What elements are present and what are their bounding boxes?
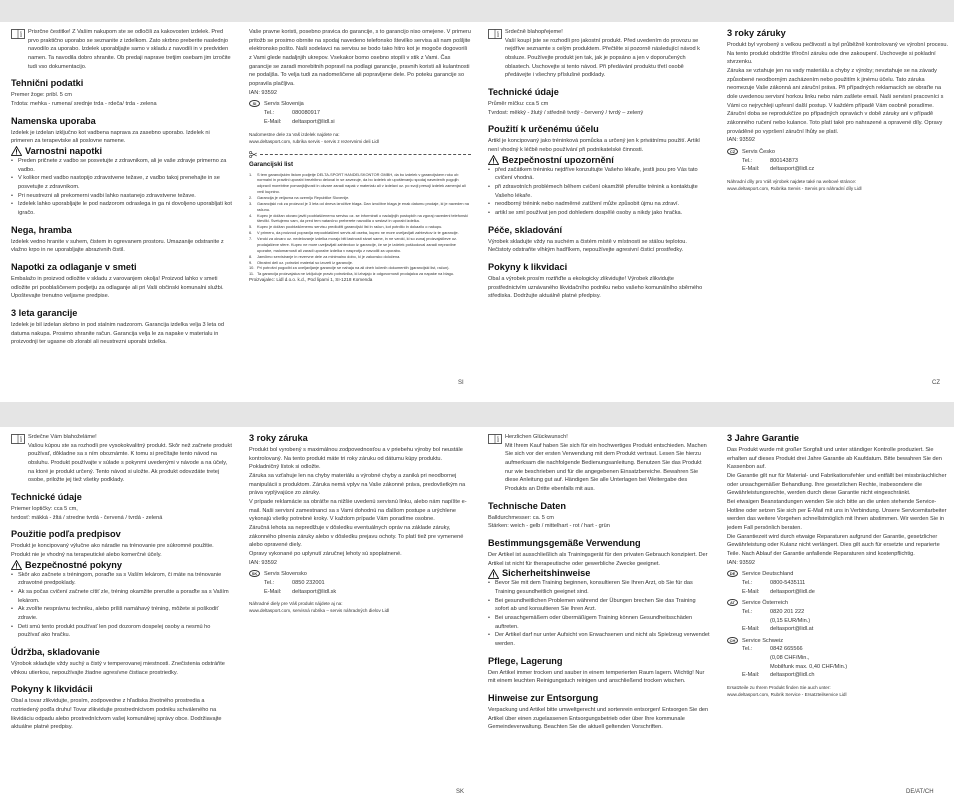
country-badge-cz: CZ [727, 148, 738, 155]
cz-use-text: Artikl je koncipovaný jako tréninková pomůcka a určený jen k privátnímu použití. Artikl není vhodný k léčbě nebo používání při podnikatelské činnosti. [488, 138, 700, 153]
sk-column-1 [11, 433, 233, 788]
cz-service-tel: 800143873 [770, 157, 798, 164]
si-service-block [249, 100, 471, 126]
cz-ian: IAN: 93592 [727, 137, 755, 144]
country-badge-at: AT [727, 599, 738, 606]
sk-tech-text: Priemer loptičky: cca 5 cm, tvrdosť: mäkká - žltá / stredne tvrdá - červená / tvrdá - zelená [11, 505, 163, 521]
si-intro [11, 28, 233, 71]
de-tech-text: Balldurchmesser: ca. 5 cm Stärken: weich - gelb / mittelhart - rot / hart - grün [488, 514, 610, 530]
de-safety-title: Sicherheitshinweise [502, 568, 591, 579]
de-service-tel: 0800-5435111 [770, 579, 806, 586]
sk-tech-title: Technické údaje [11, 491, 82, 502]
bottom-sheet [0, 427, 954, 811]
ch-service-name: Service Schweiz [742, 637, 784, 644]
svg-text:i: i [19, 30, 23, 39]
sk-care-text: Výrobok skladujte vždy suchý a čistý v temperovanej miestnosti. Znečistenia odstráňte vlhkou utierkou, nepoužívajte žiadne agresívne čistiace prostriedky. [11, 660, 225, 676]
cz-warranty-text: Produkt byl vyrobený s velkou pečlivostí a byl průběžně kontrolovaný ve výrobní procesu. Na tento produkt obdržíte tříroční záruku ode dne zakoupení. Uschovejte si pokladní stvrzenku. Záruka se vztahuje jen na vady materiálu a chyby z výroby; nevztahuje se na závady způsobené neodborným zacházením nebo použitím k jinému účelu. Tato záruka neomezuje Vaše zákonná ani záruční práva. Při případných reklamacích se obraťte na dole uvedenou servisní horkou linku nebo nám zašlete email. Naši servisní pracovníci s Vámi co nejrychleji upřesní další postup. V každém případě Vám osobně poradíme. Záruční doba se reprodukčíze po případných opravách v době záruky ani v případě zákonného ručení nebo kulance. Toto platí také pro nahrazené a opravené díly. Opravy prováděné po vypršení záruční lhůty se platí. [727, 42, 949, 135]
cz-safety-head [488, 155, 710, 166]
list-item: • neodborný trénink nebo nadměrné zatížení může způsobit újmu na zdraví. [488, 200, 710, 209]
email-label: E-Mail: [742, 166, 760, 173]
de-warranty-title: 3 Jahre Garantie [727, 433, 800, 443]
tel-label: Tel.: [264, 109, 275, 116]
list-item: • Preden pričnete z vadbo se posvetujte z zdravnikom, ali je vaše zdravje primerno za vadbo. [11, 157, 233, 174]
country-badge-de: DE [727, 570, 738, 577]
manual-info-icon [488, 29, 502, 39]
sk-safety-head [11, 560, 233, 571]
si-disposal-text: Embalažo in proizvod odložite v skladu z varovanjem okolja! Proizvod lahko v smeti odložite pri pooblaščenem podjetju za odlaganje ali pri Vaši občinski komunalni službi. Upoštevajte trenutno veljavne predpise. [11, 275, 224, 300]
sk-spare-parts-note: Náhradné diely pre Váš produkt nájdete aj na: www.deltasport.com, servisná rubrika – servis náhradných dielov Lidl [249, 601, 390, 614]
list-item: • Bevor Sie mit dem Training beginnen, konsultieren Sie Ihren Arzt, ob Sie für das Training gesundheitlich geeignet sind. [488, 579, 710, 596]
de-spare-parts-note: Ersatzteile zu Ihrem Produkt finden Sie auch unter: www.deltasport.com, Rubrik Service - Ersatzteilservice Lidl [727, 685, 847, 697]
si-care-text: Izdelek vedno hranite v suhem, čistem in ogrevanem prostoru. Umazanije odstranite z vlažno krpo in ne uporabljajte abrazivnih čistil. [11, 238, 224, 254]
page-label-cz: CZ [932, 379, 940, 386]
cut-line [249, 151, 471, 158]
scissors-icon [249, 151, 257, 158]
list-item: • Ak sa počas cvičení začnete cítiť zle, tréning okamžite prerušte a poraďte sa s Vaším lekárom. [11, 588, 233, 605]
de-care-title: Pflege, Lagerung [488, 655, 563, 666]
email-label: E-Mail: [264, 118, 282, 125]
list-item: • při zdravotních problémech během cvičení okamžitě přerušte trénink a kontaktujte Vašeho lékaře. [488, 183, 710, 200]
list-item: • před začátkem tréninku nejdříve konzultujte Vašeho lékaře, jestli jsou pro Vás tato cvičení vhodná. [488, 166, 710, 183]
de-disposal-text: Verpackung und Artikel bitte umweltgerecht und sortenrein entsorgen! Entsorgen Sie den Artikel über einen zugelassenen Entsorgungsbetrieb oder über Ihre kommunale Gemeindeverwaltung. Beachten Sie die aktuell geltenden Vorschriften. [488, 706, 709, 731]
email-label: E-Mail: [742, 626, 760, 633]
sk-care-title: Údržba, skladovanie [11, 646, 100, 657]
sk-intro [11, 433, 233, 485]
si-use-title: Namenska uporaba [11, 115, 96, 126]
si-care-title: Nega, hramba [11, 224, 72, 235]
cz-tech-text: Průměr míčku: cca 5 cm Tvrdost: měkký - žlutý / středně tvrdý - červený / tvrdý – zelený [488, 100, 644, 116]
tel-label: Tel.: [742, 157, 753, 164]
si-safety-head [11, 146, 233, 157]
cz-warranty-title: 3 roky záruky [727, 28, 786, 38]
list-item: 10. Pri potrošni pogodbi za uveljavljanje garancije se nahaja na ali dneh ločenih dokumentih (garancijski list, račun). [249, 265, 450, 271]
de-ian: IAN: 93592 [727, 559, 755, 566]
cz-care-title: Péče, skladování [488, 224, 563, 235]
tel-label: Tel.: [742, 579, 753, 586]
de-warranty-text: Das Produkt wurde mit großer Sorgfalt und unter ständiger Kontrolle produziert. Sie erhalten auf dieses Produkt drei Jahre Garantie ab Kaufdatum. Bitte bewahren Sie den Kassenbon auf. Die Garantie gilt nur für Material- und Fabrikationsfehler und entfällt bei missbräuchlicher oder unsachgemäßer Behandlung. Ihre gesetzlichen Rechte, insbesondere die Gewährleistungsrechte, werden durch diese Garantie nicht eingeschränkt. Bei etwaigen Beanstandungen wenden Sie sich bitte an die unten stehende Service-Hotline oder setzen Sie sich per E-Mail mit uns in Verbindung. Unsere Servicemitarbeiter werden das weitere Vorgehen schnellstmöglich mit Ihnen abstimmen. Wir werden Sie in jedem Fall persönlich beraten. Die Garantiezeit wird durch etwaige Reparaturen aufgrund der Garantie, gesetzlicher Gewährleistung oder Kulanz nicht verlängert. Dies gilt auch für ersetzte und reparierte Teile. Nach Ablauf der Garantie anfallende Reparaturen sind kostenpflichtig. [727, 447, 947, 557]
manual-info-icon [488, 434, 502, 444]
page-label-si: SI [458, 379, 464, 386]
sk-service-email: deltasport@lidl.sk [292, 588, 337, 595]
si-warranty-text: Izdelek je bil izdelan skrbno in pod stalnim nadzorom. Garancija izdelka velja 3 leta od datuma nakupa. Prosimo shranite račun. Garancija velja le za napake v materialu in proizvodnji ter ugasne ob zlorabi ali neustrezni uporabi izdelka. [11, 321, 224, 346]
sk-ian: IAN: 93592 [249, 559, 277, 566]
de-care-text: Den Artikel immer trocken und sauber in einem temperierten Raum lagern. Wichtig! Nur mit einem leuchten Reinigungstuch reinigen und anschließend trocken wischen. [488, 669, 705, 685]
cz-tech-title: Technické údaje [488, 86, 559, 97]
cz-disposal-text: Obal a výrobek prosím roztřiďte a ekologicky zlikvidujte! Výrobek zlikvidujte prostřednictvím uznávaného likvidačního podniku nebo vašeho komunálního sběrného střediska. Dodržujte aktuálně platné předpisy. [488, 275, 703, 300]
sk-safety-list [11, 571, 233, 640]
si-guarantee-card [249, 160, 471, 284]
email-label: E-Mail: [742, 588, 760, 595]
cz-safety-list [488, 166, 710, 218]
de-column-1 [488, 433, 710, 788]
de-use-text: Der Artikel ist ausschließlich als Trainingsgerät für den privaten Gebrauch konzipiert. Der Artikel ist nicht für therapeutische oder gewerbliche Zwecke geeignet. [488, 551, 708, 567]
list-item: 4. Kupec je dolžan okvaro javiti pooblaščenemu servisu oz. se informirati o nadaljnjih postopkih na zgoraj navedeni telefonski številki. Svetujemo vam, da pred tem natančno preberete navodila o sestavi in uporabi izdelka. [249, 212, 468, 224]
list-item: 11. Ta garancija proizvajalca ne izključuje pravic potrošnika, ki izhajajo iz odgovornosti prodajalca za napake na blagu. [249, 271, 455, 277]
list-item: • artikl se smí používat jen pod dohledem dospělé osoby a nikdy jako hračka. [488, 209, 710, 218]
list-item: 1. S tem garancijskim listom podjetje DELTA-SPORT HANDELSKONTOR GMBH, da bo izdelek v garancijskem roku ob normalni in pravilni uporabi brezhibno deloval in se zavezuje, da bo izdelek ob upoštevanju spodaj navedenih pogojih odpravil morebitne pomanjkljivosti in okvare zaradi napak v materialu ali v izdelavi oz. po svoji presoji izdelek zamenjal ali vrnil kupnino. [249, 171, 466, 195]
de-service-email: deltasport@lidl.de [770, 588, 815, 595]
si-safety-list [11, 157, 233, 218]
de-intro [488, 433, 710, 494]
tel-label: Tel.: [742, 646, 753, 653]
sk-use-title: Použitie podľa predpisov [11, 529, 121, 540]
email-label: E-Mail: [264, 588, 282, 595]
cz-service-name: Servis Česko [742, 148, 775, 155]
cz-care-text: Výrobek skladujte vždy na suchém a čistém místě v místnosti se stálou teplotou. Nečistoty odstraňte vlhkým hadříkem, nepoužívejte agresivní čisticí prostředky. [488, 238, 687, 254]
cz-intro [488, 28, 710, 80]
svg-text:i: i [19, 435, 23, 444]
cz-column-2 [727, 28, 949, 378]
tel-label: Tel.: [742, 608, 753, 615]
cz-use-title: Použití k určenému účelu [488, 124, 599, 135]
sk-warranty-text: Produkt bol vyrobený s maximálnou zodpovednosťou a v priebehu výroby bol neustále kontrolovaný. Na tento produkt máte tri roky záruku od dátumu kúpy produktu. Pokladničný lístok si odložte. Záruka sa vzťahuje len na chyby materiálu a výrobné chyby a zaniká pri neodbornej manipulácii s produktom. Záruka nemá vplyv na Vaše zákonné práva, predovšetkým na práva vyplývajúce zo záruky. V prípade reklamácie sa obráťte na nižšie uvedenú servisnú linku, alebo nám napíšte e-mail. Naši servisní zamestnanci sa s Vami dohodnú na ďalšom postupe a urýchlene vykonajú všetky potrebné kroky. V každom prípade Vám poradíme osobne. Záručná lehota sa nepredlžuje v dôsledku eventuálnych opráv na základe záruky, zákonného plnenia záruky alebo v dôsledku prejavu ochoty. To platí tiež pre vymenené alebo opravené diely. Opravy vykonané po uplynutí záručnej lehoty sú spoplatnené. [249, 447, 467, 557]
sk-disposal-title: Pokyny k likvidácii [11, 684, 93, 695]
sk-intro-text: Srdečne Vám blahoželáme! Vašou kúpou ste sa rozhodli pre vysokokvalitný produkt. Skôr než začnete produkt používať, dôkladne sa s ním oboznámte. K tomu si prečítajte tento návod na obsluhu. Produkt používajte v súlade s pokynmi uvedenými v návode a na účely, na ktoré je produkt určený. Tento návod si uložte. Ak produkt odovzdáte tretej osobe, priložte jej tiež všetky podklady. [28, 434, 232, 484]
de-disposal-title: Hinweise zur Entsorgung [488, 692, 599, 703]
cz-column-1 [488, 28, 710, 378]
at-service-email: deltasport@lidl.at [770, 626, 814, 633]
sk-service-block [249, 570, 471, 596]
si-producer: Proizvajalec: Lidl d.o.o. k.d., Pod lipami 1, SI-1218 Komenda [249, 277, 373, 283]
list-item: 3. Garancijski rok za proizvod je 3 leta od dneva izročitve blaga. Dan izročitve blaga je enak datumu prodaje, ki je naveden na računu. [249, 200, 469, 212]
si-column-2 [249, 28, 471, 378]
ch-service-rate: (0,08 CHF/Min., Mobilfunk max. 0,40 CHF/Min.) [770, 655, 848, 670]
sk-use-text: Produkt je koncipovaný výlučne ako náradie na trénovanie pre súkromné použitie. Produkt nie je vhodný na terapeutické alebo komerčné účely. [11, 543, 214, 558]
sk-warranty-title: 3 roky záruka [249, 433, 308, 443]
at-service-tel: 0820 201 222 [770, 608, 805, 615]
list-item: 6. V primeru, da proizvod popravlja nepooblaščeni servis ali oseba, kupec ne more uveljavljati zahtevkov iz te garancije. [249, 230, 459, 236]
de-service-name: Service Deutschland [742, 571, 794, 578]
warning-triangle-icon [488, 569, 499, 579]
de-intro-text: Herzlichen Glückwunsch! Mit Ihrem Kauf haben Sie sich für ein hochwertiges Produkt entschieden. Machen Sie sich vor der ersten Verwendung mit dem Produkt vertraut. Lesen Sie hierzu aufmerksam die nachfolgende Bedienungsanleitung. Benutzen Sie das Produkt nur wie beschrieben und für die angegebenen Einsatzbereiche. Bewahren Sie diese Anleitung gut auf. Händigen Sie alle Unterlagen bei Weitergabe des Produkts an Dritte ebenfalls mit aus. [505, 434, 707, 492]
country-badge-ch: CH [727, 637, 738, 644]
de-safety-list [488, 579, 710, 648]
list-item: 8. Jamčimo servisiranje in rezervne dele za minimalno dobo, ki je zakonsko določena. [249, 253, 401, 259]
de-column-2 [727, 433, 949, 788]
si-service-email: deltasport@lidl.si [292, 118, 335, 125]
si-service-name: Servis Slovenija [264, 101, 304, 108]
si-disposal-title: Napotki za odlaganje v smeti [11, 261, 137, 272]
list-item: • Der Artikel darf nur unter Aufsicht von Erwachsenen und nicht als Spielzeug verwendet werden. [488, 631, 710, 648]
list-item: 5. Kupec je dolžan pooblaščenemu servisu predložiti garancijski list in račun, kot potrdilo in dokazilo o nakupu. [249, 224, 443, 230]
at-service-block [727, 599, 949, 634]
ch-service-tel: 0842 665566 [770, 646, 803, 653]
cz-intro-text: Srdečně blahopřejeme! Vaší koupí jste se rozhodli pro jakostní produkt. Před uvedením do provozu se nejdříve seznamte s celým produktem. Přečtěte si pozorně následující návod k obsluze. Používejte produkt jen tak, jak je popsáno a jen v doporučených oblastech. Uschovejte si tento návod. Při předávání produktu třetí osobě předávejte i všechny příslušné podklady. [505, 29, 700, 79]
manual-info-icon [11, 29, 25, 39]
si-tech-title: Tehnični podatki [11, 78, 84, 89]
list-item: • Deti smú tento produkt používať len pod dozorom dospelej osoby a nesmú ho používať ako hračku. [11, 623, 233, 640]
si-tech-text: Premer žoge: pribl. 5 cm Trdota: mehka - rumena/ srednje trda - rdeča/ trda - zelena [11, 92, 157, 107]
list-item: • Bei unsachgemäßem oder übermäßigem Training können Gesundheitsschäden auftreten. [488, 614, 710, 631]
warning-triangle-icon [488, 155, 499, 165]
manual-info-icon [11, 434, 25, 444]
cz-service-block [727, 148, 949, 174]
cz-safety-title: Bezpečnostní upozornění [502, 154, 614, 165]
at-service-rate: (0,15 EUR/Min.) [770, 617, 811, 624]
cz-disposal-title: Pokyny k likvidaci [488, 261, 568, 272]
list-item: • V kolikor med vadbo nastopijo zdravstvene težave, z vadbo takoj prenehajte in se posvetujte z zdravnikom. [11, 174, 233, 191]
de-tech-title: Technische Daten [488, 500, 566, 511]
top-sheet [0, 22, 954, 402]
si-safety-title: Varnostni napotki [25, 145, 103, 156]
warning-triangle-icon [11, 560, 22, 570]
de-service-block [727, 570, 949, 596]
page-label-sk: SK [456, 788, 465, 795]
list-item: • Bei gesundheitlichen Problemen während der Übungen brechen Sie das Training sofort ab und konsultieren Sie Ihren Arzt. [488, 597, 710, 614]
list-item: • Izdelek lahko uporabljajte le pod nadzorom odraslega in ga ni dovoljeno uporabljati kot igračo. [11, 200, 233, 217]
sk-disposal-text: Obal a tovar zlikvidujte, prosím, zodpovedne z hľadiska životného prostredia a roztriedený podľa druhu! Tovar zlikvidujte prostredníctvom podniku schváleného na likvidáciu odpadu alebo prostredníctvom vašej komunálnej správy obce. Dodržiavajte aktuálne platné predpisy. [11, 698, 222, 731]
tel-label: Tel.: [264, 579, 275, 586]
country-badge-si: SI [249, 100, 260, 107]
si-guarantee-title: Garancijski list [249, 161, 294, 168]
sk-column-2 [249, 433, 471, 788]
list-item: • Ak zvolíte nesprávnu techniku, alebo príliš namáhavý tréning, môžete si poškodiť zdravie. [11, 605, 233, 622]
email-label: E-Mail: [742, 672, 760, 679]
list-item: 2. Garancija je veljavna na ozemlju Republike Slovenije. [249, 195, 350, 201]
sk-service-tel: 0850 232001 [292, 579, 325, 586]
svg-text:i: i [496, 30, 500, 39]
si-warranty-title: 3 leta garancije [11, 307, 78, 318]
si-use-text: Izdelek je izdelan izključno kot vadbena naprava za zasebno uporabo. Izdelek ni primeren za terapevtske ali poslovne namene. [11, 129, 210, 145]
ch-service-block [727, 637, 949, 680]
sk-service-name: Servis Slovensko [264, 571, 307, 578]
si-column-1 [11, 28, 233, 378]
de-safety-head [488, 568, 710, 579]
si-ian: IAN: 93592 [249, 89, 277, 96]
ch-service-email: deltasport@lidl.ch [770, 672, 815, 679]
page-label-de: DE/AT/CH [906, 788, 934, 795]
si-warranty-continued: Vaše pravne koristi, posebno pravica do garancije, s to garancijo niso omejene. V primeru pritožb se prosimo obrnite na spodaj navedeno telefonsko številko servisa ali nam pošljite elektronsko pošto. Naši sodelavci na servisu se bodo tako hitro kot je mogoče dogovorili z Vami glede nadaljnjih ukrepov. Vsekakor bomo osebno stopili v stik z Vami. Čas garancije se zaradi morebitnih popravil na podlagi garancije, pravnih koristi ali kulantnosti ne podaljša. To velja tudi za nadomeščene ali popravljene dele. Po poteku garancije so popravila plačljiva. [249, 29, 471, 87]
list-item: 7. Vzroki za okvaro oz. nedelovanje izdelka morajo biti lastnosti stvari same, in ne vzroki, ki so zunaj proizvajalčeve oz. prodajalčeve sfere. Kupec ne more uveljavljati zahtevkov iz garancije, če se je izdelek poškodoval zaradi nepravilne uporabe, malomarnosti ali zaradi uporabe izdelka v nasprotju z navodili za uporabo. [249, 236, 458, 253]
svg-text:i: i [496, 435, 500, 444]
si-service-tel: 080080917 [292, 109, 320, 116]
warning-triangle-icon [11, 146, 22, 156]
cz-service-email: deltasport@lidl.cz [770, 166, 815, 173]
cz-spare-parts-note: Náhradní díly pro Váš výrobek najdete také na webové stránce: www.deltasport.com, Rubrika Servis - Servis pro náhradní díly Lidl [727, 178, 862, 191]
list-item: • Pri neustrezni ali prekomerni vadbi lahko nastanejo zdravstvene težave. [11, 192, 233, 201]
si-intro-text: Prisrčne čestitke! Z Vašim nakupom ste se odločili za kakovosten izdelek. Pred prvo praktično uporabo se seznanite z izdelkom. Zato skrbno preberite naslednjo navodilo za uporabo. Izdelek uporabljajte samo v skladu z navodili in v predviden namen. Ta navodila dobro shranite. Ob predaji naprave tretjim osebam jim izročite tudi vso dokumentacijo. [28, 29, 231, 70]
at-service-name: Service Österreich [742, 600, 789, 607]
list-item: 9. Obrabni deli oz. potrošni material so izvzeti iz garancije. [249, 259, 354, 265]
list-item: • Skôr ako začnete s tréningom, poraďte sa s Vaším lekárom, či máte na trénovanie zdravotné predpoklady. [11, 571, 233, 588]
sk-safety-title: Bezpečnostné pokyny [25, 559, 123, 570]
si-spare-parts-note: Nadomestne dele za Vaš izdelek najdete na: www.deltasport.com, rubrika servis - servis z rezervnimi deli Lidl [249, 132, 379, 145]
country-badge-sk: SK [249, 570, 260, 577]
de-use-title: Bestimmungsgemäße Verwendung [488, 537, 641, 548]
